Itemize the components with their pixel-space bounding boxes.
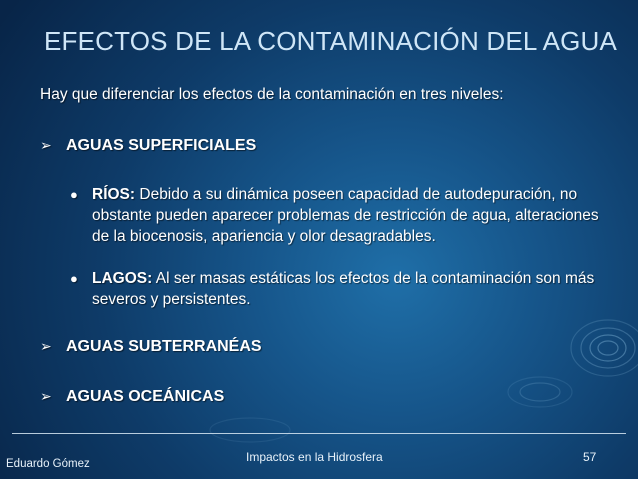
slide-title: EFECTOS DE LA CONTAMINACIÓN DEL AGUA xyxy=(44,26,618,56)
footer-center-text: Impactos en la Hidrosfera xyxy=(246,450,383,464)
sub-item-lagos xyxy=(70,268,610,310)
sub-item-text: Debido a su dinámica poseen capacidad de autodepuración, no obstante pueden aparecer problemas de restricción de agua, alteraciones de la biocenosis, apariencia y olor desagradables. xyxy=(92,186,599,245)
sub-item-term: RÍOS: xyxy=(92,186,136,203)
level-item-aguas-oceanicas xyxy=(40,388,224,406)
sub-item-term: LAGOS: xyxy=(92,270,153,287)
intro-text: Hay que diferenciar los efectos de la contaminación en tres niveles: xyxy=(40,86,504,103)
level-label: AGUAS OCEÁNICAS xyxy=(66,388,225,405)
dot-bullet-icon: ● xyxy=(70,271,78,286)
level-label: AGUAS SUPERFICIALES xyxy=(66,137,257,154)
level-label: AGUAS SUBTERRANÉAS xyxy=(66,338,262,355)
arrow-bullet-icon: ➢ xyxy=(40,137,52,153)
footer-divider xyxy=(12,433,626,434)
arrow-bullet-icon: ➢ xyxy=(40,338,52,354)
page-number: 57 xyxy=(583,450,597,464)
footer-author: Eduardo Gómez xyxy=(6,458,90,470)
sub-item-rios xyxy=(70,184,610,247)
sub-item-text: Al ser masas estáticas los efectos de la contaminación son más severos y persistentes. xyxy=(92,270,595,308)
dot-bullet-icon: ● xyxy=(70,187,78,202)
level-item-aguas-subterraneas xyxy=(40,338,262,356)
level-item-aguas-superficiales xyxy=(40,137,256,155)
arrow-bullet-icon: ➢ xyxy=(40,388,52,404)
